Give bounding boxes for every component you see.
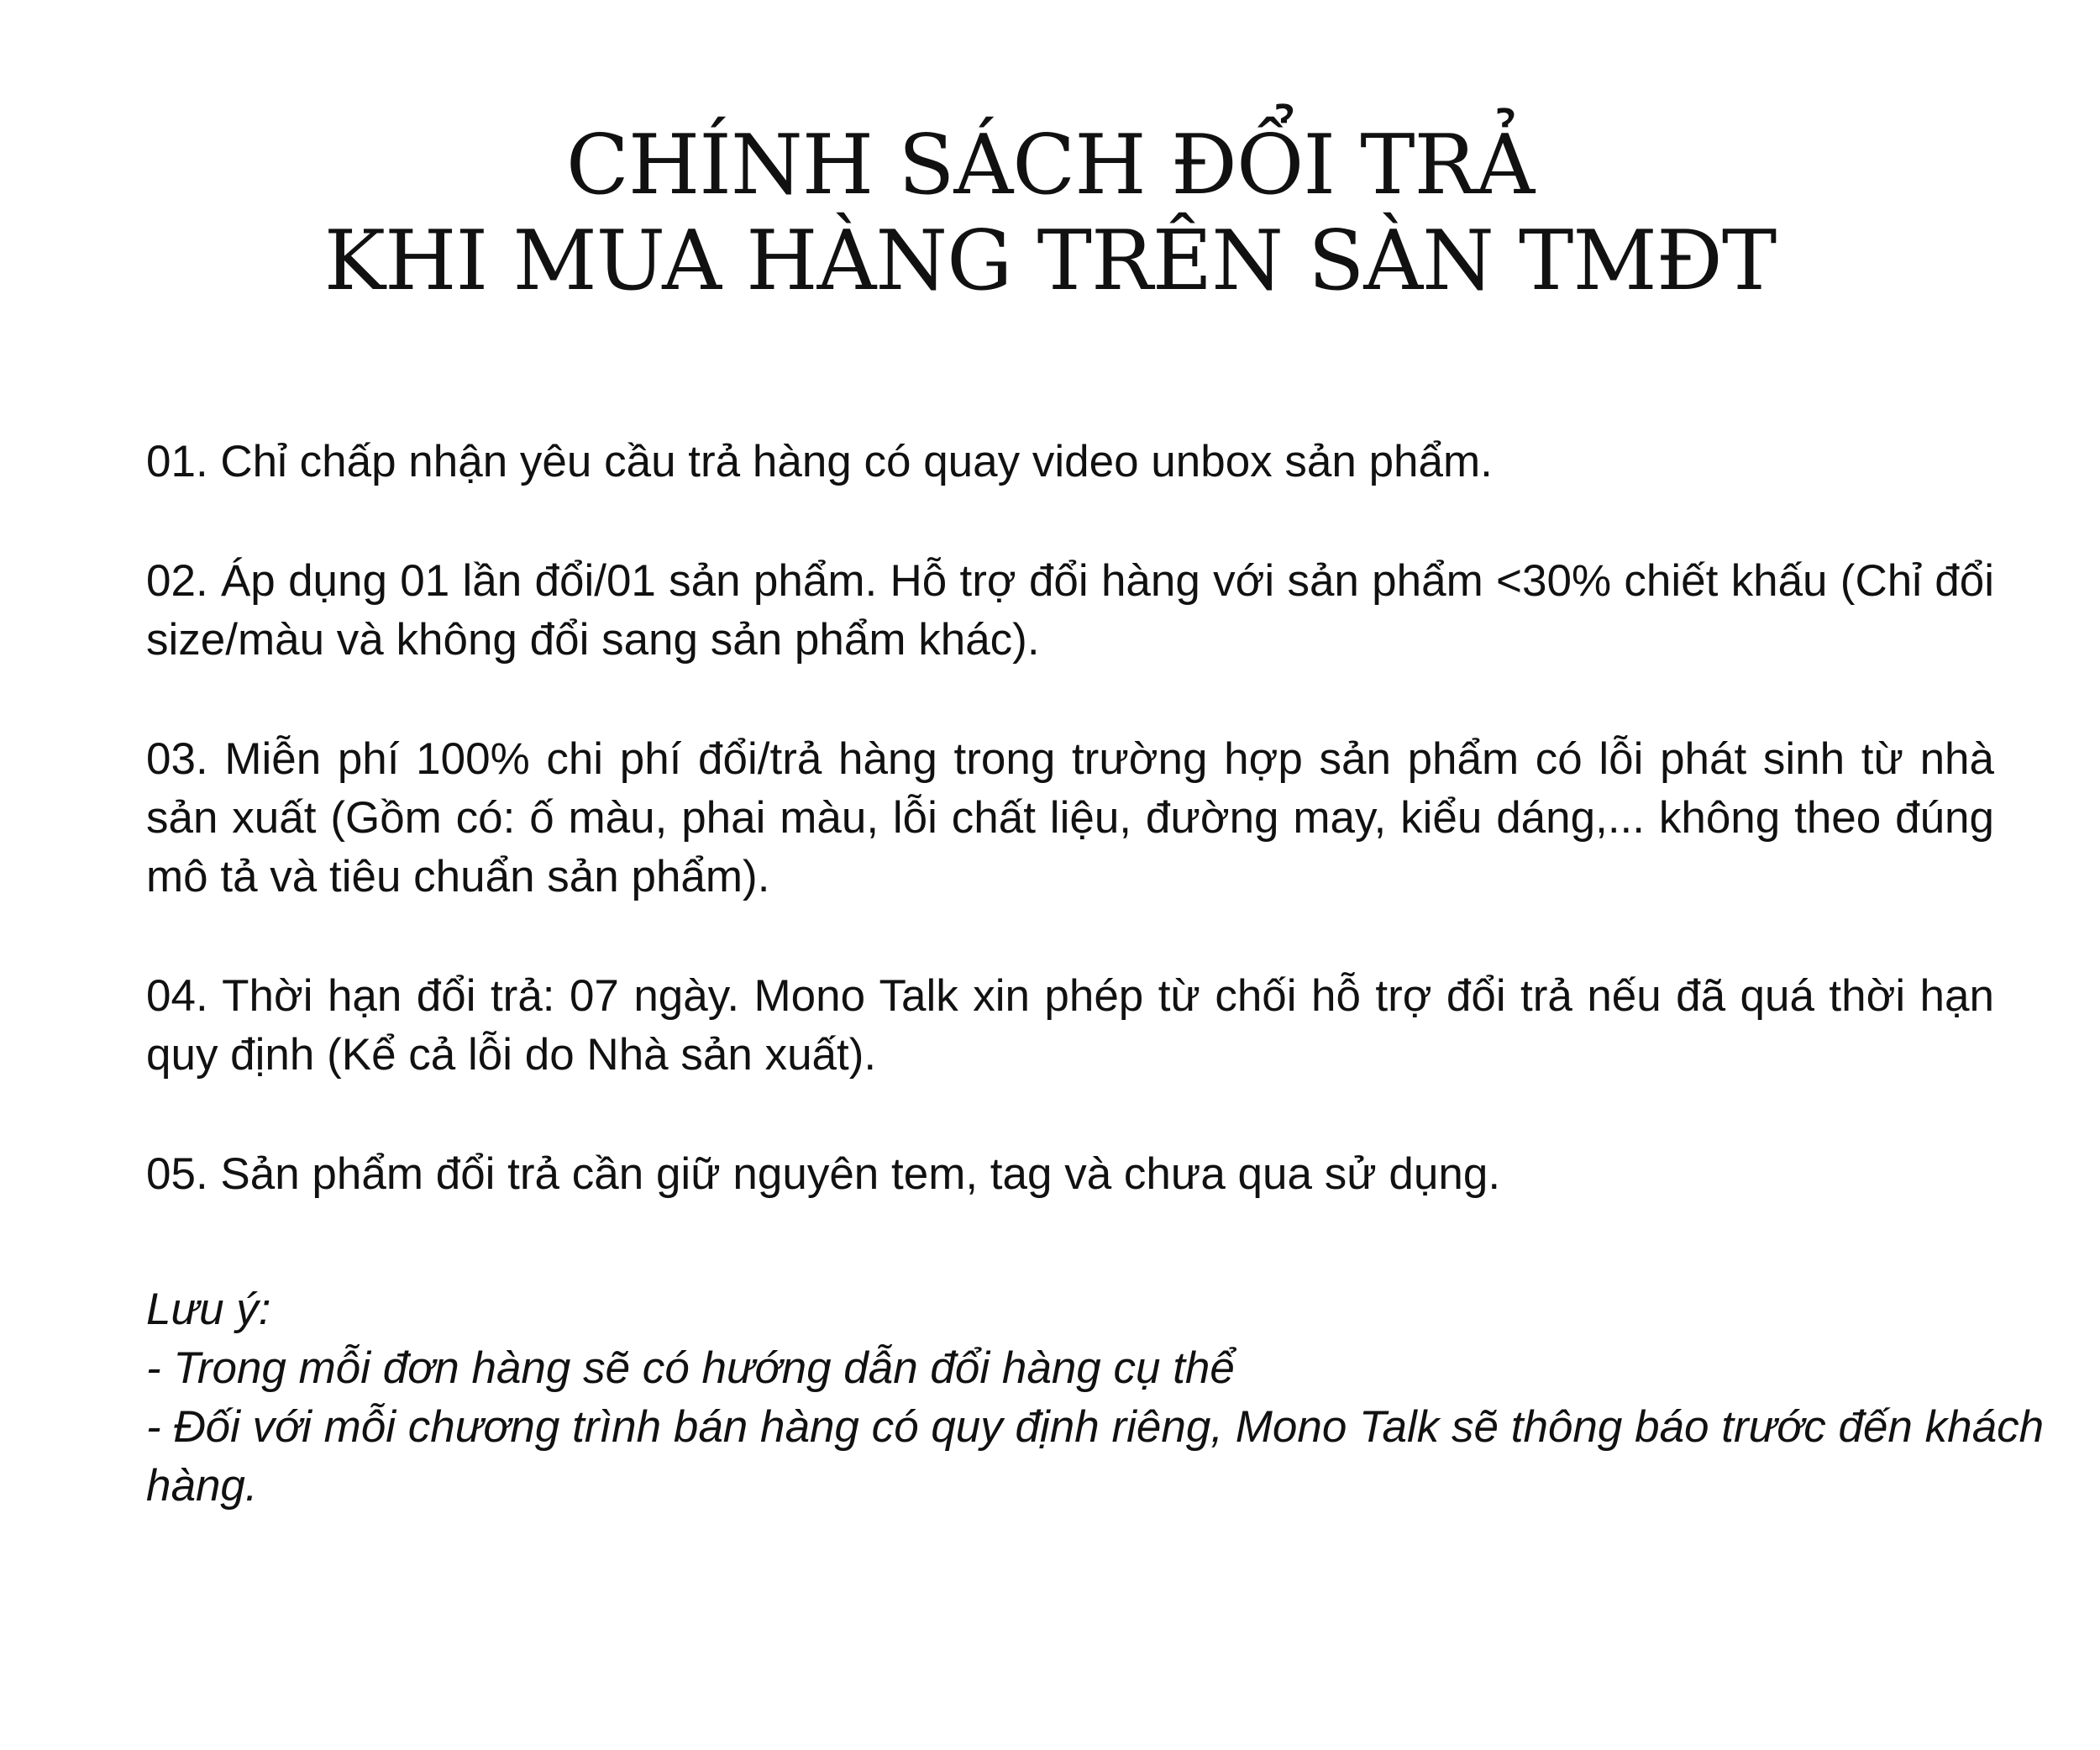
page-title — [0, 118, 2100, 309]
note-item-1: - Trong mỗi đơn hàng sẽ có hướng dẫn đổi hàng cụ thể — [146, 1343, 1235, 1393]
policy-list — [146, 433, 1994, 1264]
note-item-2: - Đối với mỗi chương trình bán hàng có quy định riêng, Mono Talk sẽ thông báo trước đến khách hàng. — [146, 1402, 2045, 1511]
policy-item-04: 04. Thời hạn đổi trả: 07 ngày. Mono Talk xin phép từ chối hỗ trợ đổi trả nếu đã quá thời hạn quy định (Kể cả lỗi do Nhà sản xuất). — [146, 971, 1994, 1080]
policy-item-01: 01. Chỉ chấp nhận yêu cầu trả hàng có quay video unbox sản phẩm. — [146, 437, 1493, 486]
title-line-1: CHÍNH SÁCH ĐỔI TRẢ — [565, 118, 1535, 213]
notes-section — [146, 1280, 2045, 1516]
policy-item-05: 05. Sản phẩm đổi trả cần giữ nguyên tem, tag và chưa qua sử dụng. — [146, 1149, 1501, 1199]
notes-heading: Lưu ý: — [146, 1285, 271, 1334]
policy-item-02: 02. Áp dụng 01 lần đổi/01 sản phẩm. Hỗ trợ đổi hàng với sản phẩm <30% chiết khấu (Chỉ đổi size/màu và không đổi sang sản phẩm khác). — [146, 556, 1994, 665]
policy-item-03: 03. Miễn phí 100% chi phí đổi/trả hàng trong trường hợp sản phẩm có lỗi phát sinh từ nhà sản xuất (Gồm có: ố màu, phai màu, lỗi chất liệu, đường may, kiểu dáng,... không theo đúng mô tả và tiêu chuẩn sản phẩm). — [146, 734, 1994, 901]
title-line-2: KHI MUA HÀNG TRÊN SÀN TMĐT — [323, 213, 1777, 309]
